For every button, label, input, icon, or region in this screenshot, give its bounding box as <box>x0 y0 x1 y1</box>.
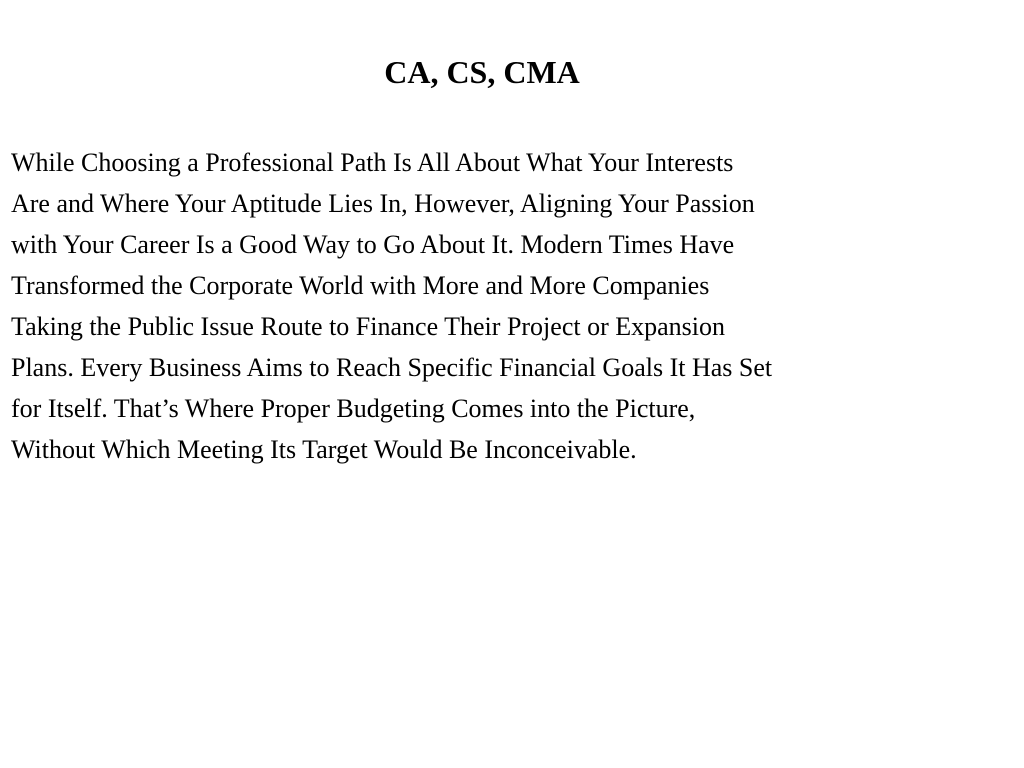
paragraph-line: Without Which Meeting Its Target Would Be Inconceivable. <box>11 435 637 464</box>
paragraph-line: While Choosing a Professional Path Is All About What Your Interests <box>11 148 734 177</box>
paragraph-line: Transformed the Corporate World with More and More Companies <box>11 271 710 300</box>
slide-title: CA, CS, CMA <box>384 54 580 90</box>
paragraph-line: Taking the Public Issue Route to Finance Their Project or Expansion <box>11 312 726 341</box>
paragraph-line: for Itself. That’s Where Proper Budgeting Comes into the Picture, <box>11 394 696 423</box>
paragraph-line: Plans. Every Business Aims to Reach Specific Financial Goals It Has Set <box>11 353 773 382</box>
paragraph-line: Are and Where Your Aptitude Lies In, However, Aligning Your Passion <box>11 189 755 218</box>
slide-body-paragraph <box>11 142 1019 470</box>
paragraph-line: with Your Career Is a Good Way to Go About It. Modern Times Have <box>11 230 735 259</box>
